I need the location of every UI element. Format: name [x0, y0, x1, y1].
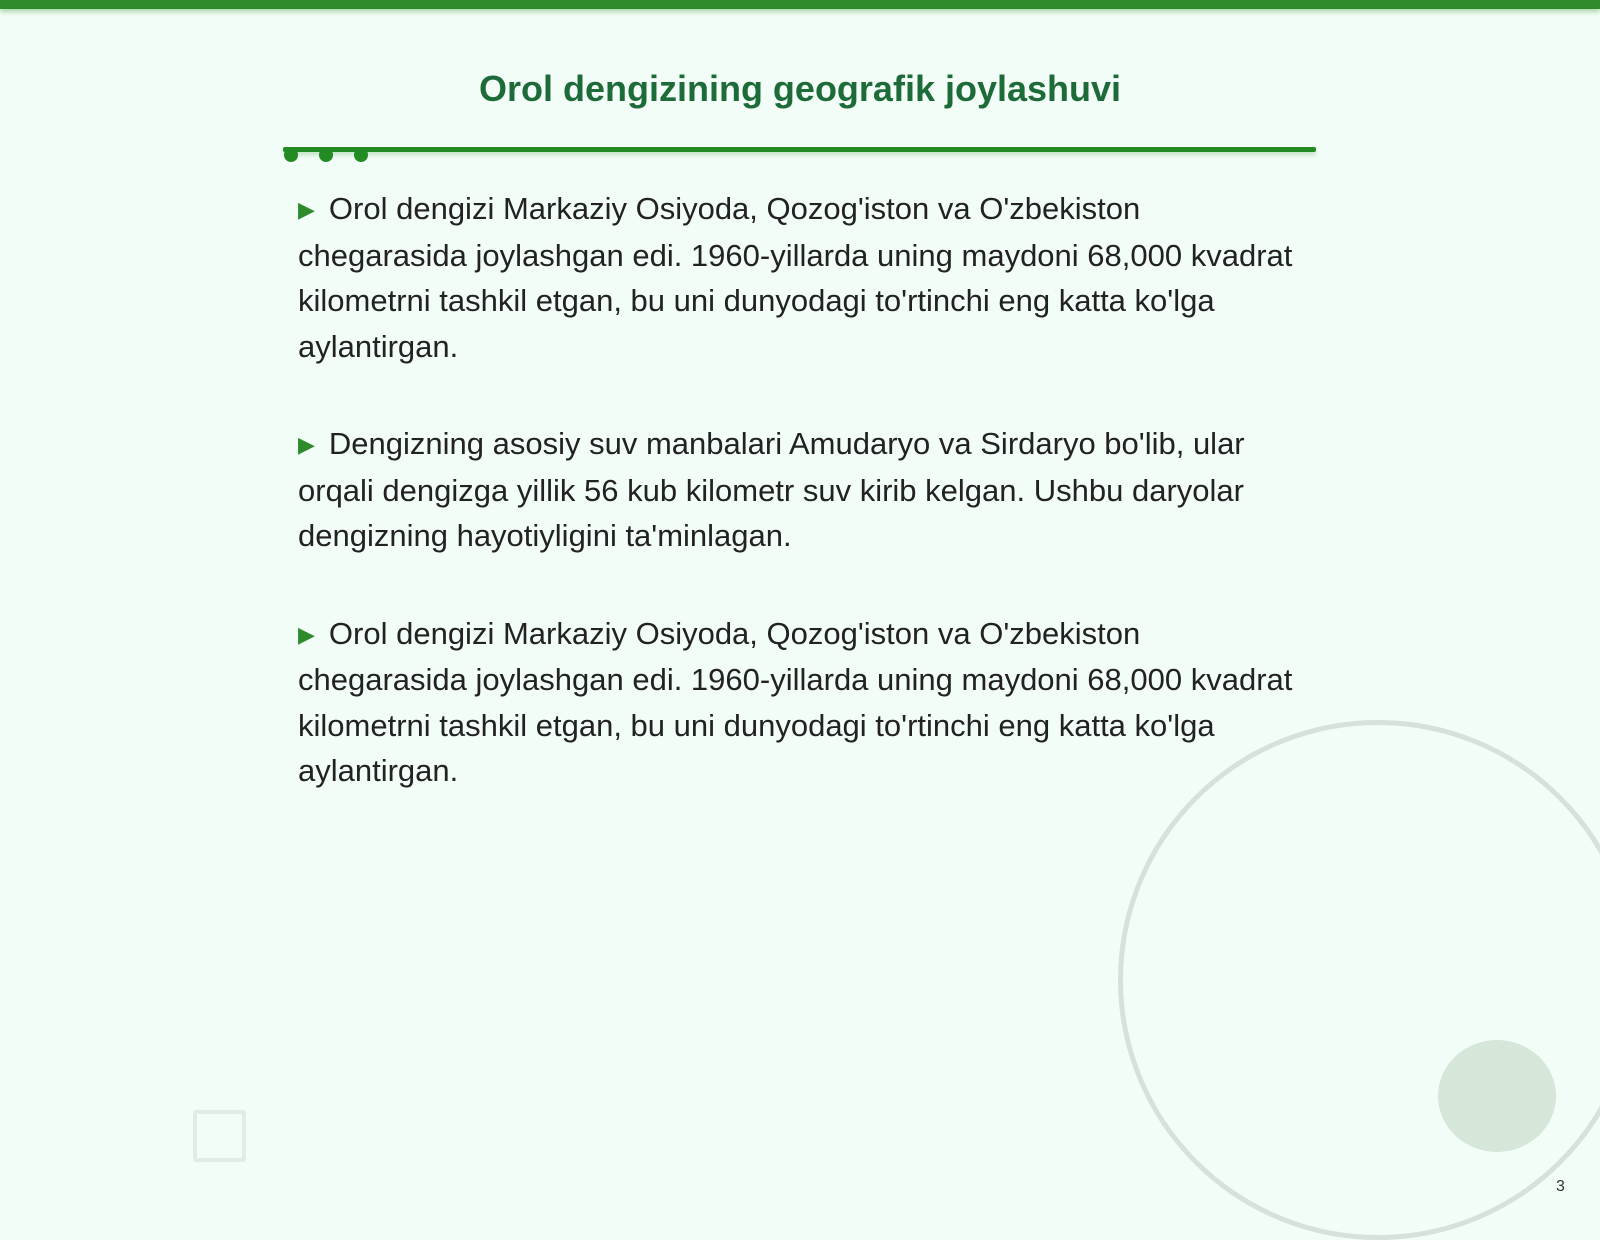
triangle-right-icon: ▶ — [298, 197, 315, 222]
paragraph-text: Dengizning asosiy suv manbalari Amudaryo va Sirdaryo bo'lib, ular orqali dengizga yillik 56 kub kilometr suv kirib kelgan. Ushbu daryolar dengizning hayotiyligini ta'minlagan. — [298, 426, 1245, 553]
triangle-right-icon: ▶ — [298, 432, 315, 457]
slide-body — [298, 186, 1298, 846]
divider-dot — [354, 148, 368, 162]
bullet-paragraph — [298, 611, 1298, 794]
triangle-right-icon: ▶ — [298, 621, 315, 647]
title-divider — [283, 147, 1316, 152]
paragraph-text: Orol dengizi Markaziy Osiyoda, Qozog'iston va O'zbekiston chegarasida joylashgan edi. 1960-yillarda uning maydoni 68,000 kvadrat kilometrni tashkil etgan, bu uni dunyodagi to'rtinchi eng katta ko'lga aylantirgan. — [298, 615, 1293, 788]
slide-title: Orol dengizining geografik joylashuvi — [478, 68, 1122, 109]
decorative-circle — [1438, 1040, 1556, 1152]
decorative-square — [193, 1110, 246, 1162]
page-number: 3 — [1556, 1178, 1565, 1195]
divider-dot — [319, 148, 333, 162]
divider-dot — [284, 148, 298, 162]
bullet-paragraph — [298, 186, 1298, 369]
bullet-paragraph — [298, 421, 1298, 559]
top-accent-bar — [0, 0, 1600, 9]
paragraph-text: Orol dengizi Markaziy Osiyoda, Qozog'iston va O'zbekiston chegarasida joylashgan edi. 1960-yillarda uning maydoni 68,000 kvadrat kilometrni tashkil etgan, bu uni dunyodagi to'rtinchi eng katta ko'lga aylantirgan. — [298, 191, 1293, 364]
